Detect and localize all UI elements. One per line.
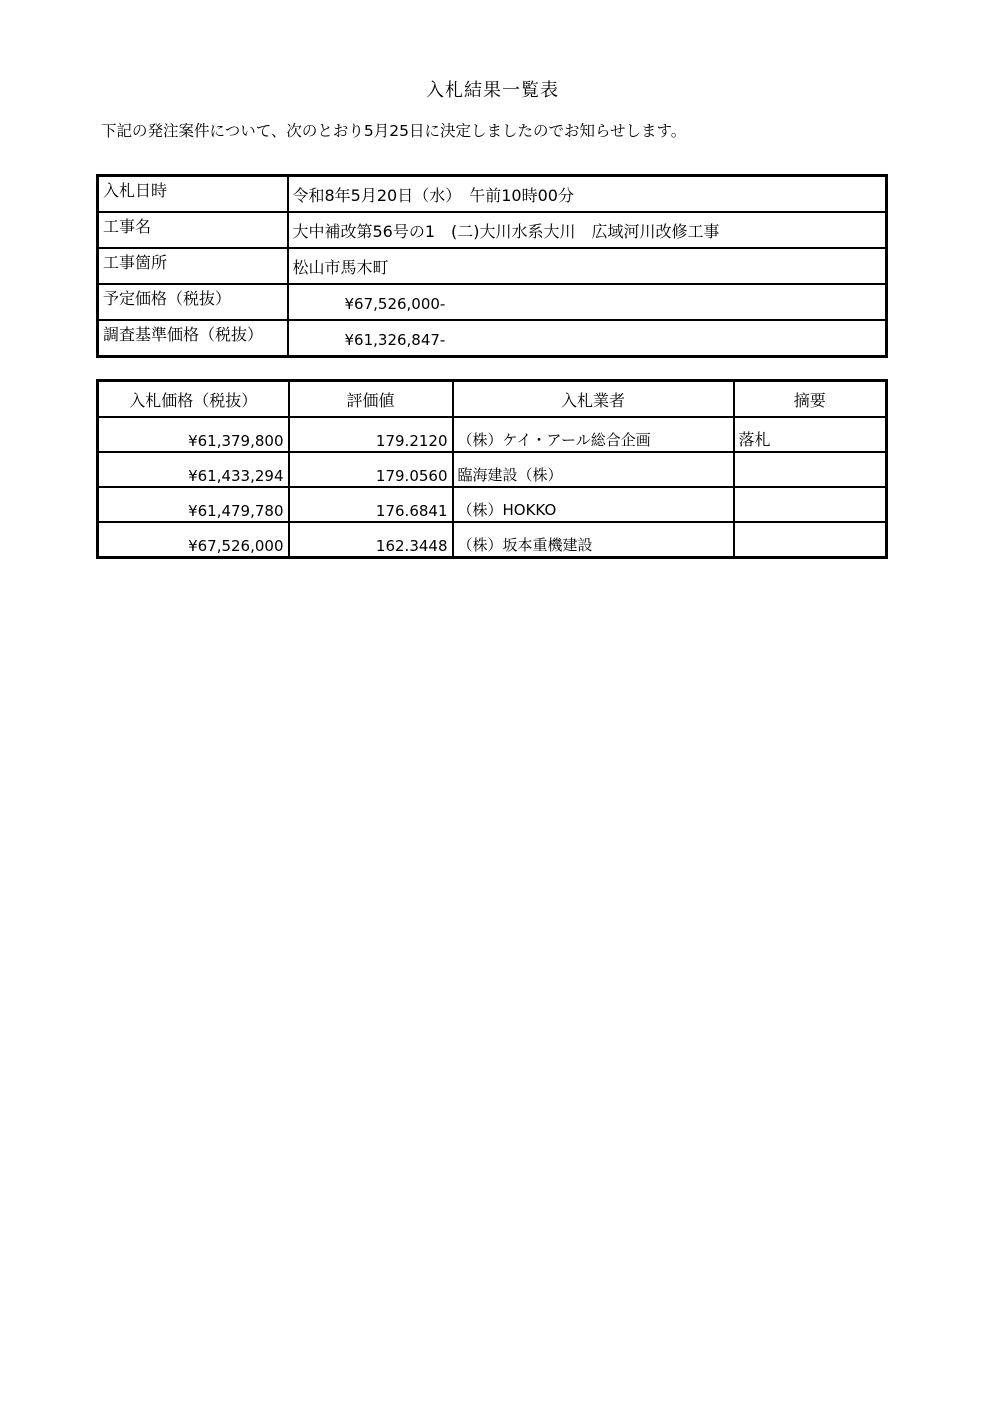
bidder-name: （株）坂本重機建設 bbox=[453, 522, 734, 558]
bidder-name: 臨海建設（株） bbox=[453, 452, 734, 487]
info-label: 工事名 bbox=[98, 212, 288, 248]
info-label: 工事箇所 bbox=[98, 248, 288, 284]
table-row bbox=[98, 452, 887, 487]
intro-text: 下記の発注案件について、次のとおり5月25日に決定しましたのでお知らせします。 bbox=[101, 122, 687, 140]
bid-price: ¥61,433,294 bbox=[98, 452, 289, 487]
remarks bbox=[734, 452, 887, 487]
info-row-location bbox=[98, 248, 887, 284]
evaluation-score: 179.0560 bbox=[289, 452, 453, 487]
remarks: 落札 bbox=[734, 417, 887, 452]
info-value-location: 松山市馬木町 bbox=[288, 248, 887, 284]
info-value-survey-base-price: ¥61,326,847- bbox=[288, 320, 887, 357]
column-header-bidder: 入札業者 bbox=[453, 381, 734, 418]
page-title: 入札結果一覧表 bbox=[426, 80, 559, 101]
info-row-planned-price bbox=[98, 284, 887, 320]
info-value-project-name: 大中補改第56号の1 (二)大川水系大川 広域河川改修工事 bbox=[288, 212, 887, 248]
table-row bbox=[98, 522, 887, 558]
bidder-name: （株）ケイ・アール総合企画 bbox=[453, 417, 734, 452]
bid-price: ¥61,479,780 bbox=[98, 487, 289, 522]
bid-info-table bbox=[96, 174, 888, 358]
column-header-score: 評価値 bbox=[289, 381, 453, 418]
bid-price: ¥61,379,800 bbox=[98, 417, 289, 452]
info-label: 入札日時 bbox=[98, 176, 288, 213]
remarks bbox=[734, 522, 887, 558]
column-header-note: 摘要 bbox=[734, 381, 887, 418]
info-value-planned-price: ¥67,526,000- bbox=[288, 284, 887, 320]
table-row bbox=[98, 417, 887, 452]
remarks bbox=[734, 487, 887, 522]
info-label: 予定価格（税抜） bbox=[98, 284, 288, 320]
info-value-datetime: 令和8年5月20日（水） 午前10時00分 bbox=[288, 176, 887, 213]
bidder-name: （株）HOKKO bbox=[453, 487, 734, 522]
table-row bbox=[98, 487, 887, 522]
info-row-project-name bbox=[98, 212, 887, 248]
bid-results-table bbox=[96, 379, 888, 559]
bid-price: ¥67,526,000 bbox=[98, 522, 289, 558]
info-row-datetime bbox=[98, 176, 887, 213]
info-label: 調査基準価格（税抜） bbox=[98, 320, 288, 357]
info-row-survey-base-price bbox=[98, 320, 887, 357]
results-header-row bbox=[98, 381, 887, 418]
evaluation-score: 162.3448 bbox=[289, 522, 453, 558]
evaluation-score: 179.2120 bbox=[289, 417, 453, 452]
evaluation-score: 176.6841 bbox=[289, 487, 453, 522]
column-header-price: 入札価格（税抜） bbox=[98, 381, 289, 418]
